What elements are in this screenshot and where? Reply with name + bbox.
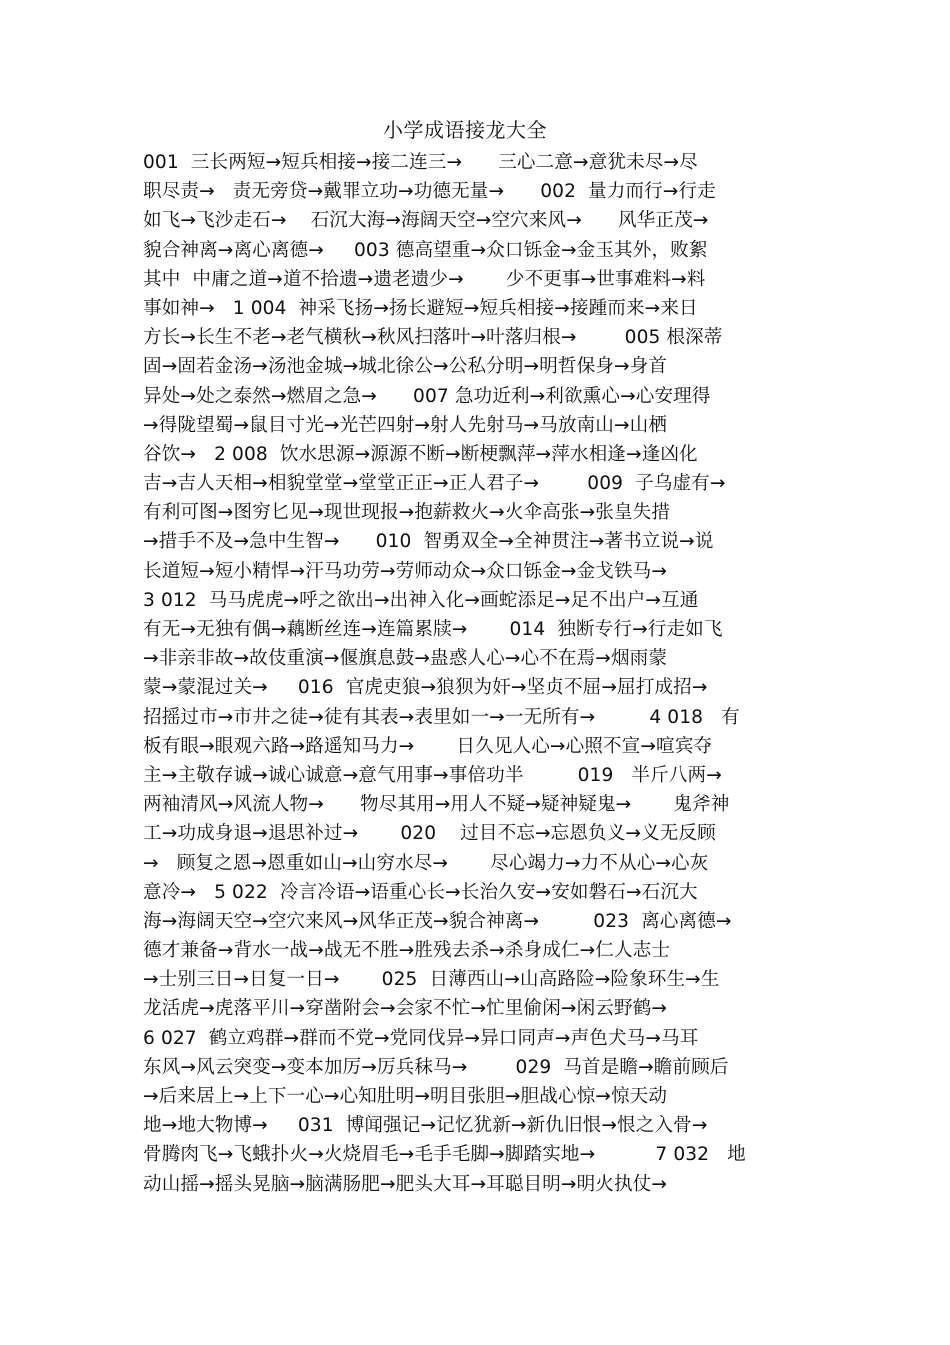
text-line: 貌合神离→离心离德→ 003 德高望重→众口铄金→金玉其外，败絮 <box>143 239 708 261</box>
text-line: 职尽责→ 责无旁贷→戴罪立功→功德无量→ 002 量力而行→行走 <box>143 181 716 203</box>
text-line: →得陇望蜀→鼠目寸光→光芒四射→射人先射马→马放南山→山栖 <box>143 414 668 436</box>
text-line: →后来居上→上下一心→心知肚明→明目张胆→胆战心惊→惊天动 <box>143 1086 668 1107</box>
text-line: 蒙→蒙混过关→ 016 官虎吏狼→狼狈为奸→坚贞不屈→屈打成招→ <box>143 677 708 699</box>
text-line: 001 三长两短→短兵相接→接二连三→ 三心二意→意犹未尽→尽 <box>143 152 698 173</box>
text-line: 龙活虎→虎落平川→穿凿附会→会家不忙→忙里偷闲→闲云野鹤→ <box>143 998 668 1020</box>
text-line: 招摇过市→市井之徒→徒有其表→表里如一→一无所有→ 4 018 有 <box>143 706 740 728</box>
text-line: 骨腾肉飞→飞蛾扑火→火烧眉毛→毛手毛脚→脚踏实地→ 7 032 地 <box>143 1144 746 1166</box>
text-line: 板有眼→眼观六路→路遥知马力→ 日久见人心→心照不宣→喧宾夺 <box>143 735 713 757</box>
text-line: 谷饮→ 2 008 饮水思源→源源不断→断梗飘萍→萍水相逢→逢凶化 <box>143 443 698 465</box>
text-line: 德才兼备→背水一战→战无不胜→胜残去杀→杀身成仁→仁人志士 <box>143 940 671 962</box>
text-line: 3 012 马马虎虎→呼之欲出→出神入化→画蛇添足→足不出户→互通 <box>143 589 699 611</box>
text-line: 有利可图→图穷匕见→现世现报→抱薪救火→火伞高张→张皇失措 <box>143 502 671 524</box>
text-line: 海→海阔天空→空穴来风→风华正茂→貌合神离→ 023 离心离德→ <box>143 910 732 932</box>
text-line: → 顾复之恩→恩重如山→山穷水尽→ 尽心竭力→力不从心→心灰 <box>143 852 709 874</box>
text-line: 异处→处之泰然→燃眉之急→ 007 急功近利→利欲熏心→心安理得 <box>143 385 711 407</box>
text-line: 有无→无独有偶→藕断丝连→连篇累牍→ 014 独断专行→行走如飞 <box>143 619 723 640</box>
text-line: 其中 中庸之道→道不拾遗→遗老遗少→ 少不更事→世事难料→料 <box>143 268 706 290</box>
text-line: →士别三日→日复一日→ 025 日薄西山→山高路险→险象环生→生 <box>143 969 720 991</box>
text-line: 如飞→飞沙走石→ 石沉大海→海阔天空→空穴来风→ 风华正茂→ <box>143 210 709 232</box>
text-line: 吉→吉人天相→相貌堂堂→堂堂正正→正人君子→ 009 子乌虚有→ <box>143 473 726 495</box>
text-line: →措手不及→急中生智→ 010 智勇双全→全神贯注→著书立说→说 <box>143 531 714 553</box>
document-title: 小学成语接龙大全 <box>383 118 547 142</box>
text-line: 固→固若金汤→汤池金城→城北徐公→公私分明→明哲保身→身首 <box>143 356 668 378</box>
text-line: 动山摇→摇头晃脑→脑满肠肥→肥头大耳→耳聪目明→明火执仗→ <box>143 1173 668 1195</box>
text-line: →非亲非故→故伎重演→偃旗息鼓→蛊惑人心→心不在焉→烟雨蒙 <box>143 648 668 670</box>
text-line: 长道短→短小精悍→汗马功劳→劳师动众→众口铄金→金戈铁马→ <box>143 560 668 582</box>
text-line: 地→地大物博→ 031 博闻强记→记忆犹新→新仇旧恨→恨之入骨→ <box>143 1115 708 1137</box>
text-line: 主→主敬存诚→诚心诚意→意气用事→事倍功半 019 半斤八两→ <box>143 764 722 786</box>
text-line: 工→功成身退→退思补过→ 020 过目不忘→忘恩负义→义无反顾 <box>143 823 716 845</box>
text-line: 东风→风云突变→变本加厉→厉兵秣马→ 029 马首是瞻→瞻前顾后 <box>143 1056 729 1078</box>
text-line: 方长→长生不老→老气横秋→秋风扫落叶→叶落归根→ 005 根深蒂 <box>143 327 723 349</box>
text-line: 事如神→ 1 004 神采飞扬→扬长避短→短兵相接→接踵而来→来日 <box>143 297 698 319</box>
text-line: 6 027 鹤立鸡群→群而不党→党同伐异→异口同声→声色犬马→马耳 <box>143 1027 699 1049</box>
document-body <box>143 148 823 1199</box>
text-line: 两袖清风→风流人物→ 物尽其用→用人不疑→疑神疑鬼→ 鬼斧神 <box>143 794 730 816</box>
text-line: 意冷→ 5 022 冷言冷语→语重心长→长治久安→安如磐石→石沉大 <box>143 881 698 903</box>
